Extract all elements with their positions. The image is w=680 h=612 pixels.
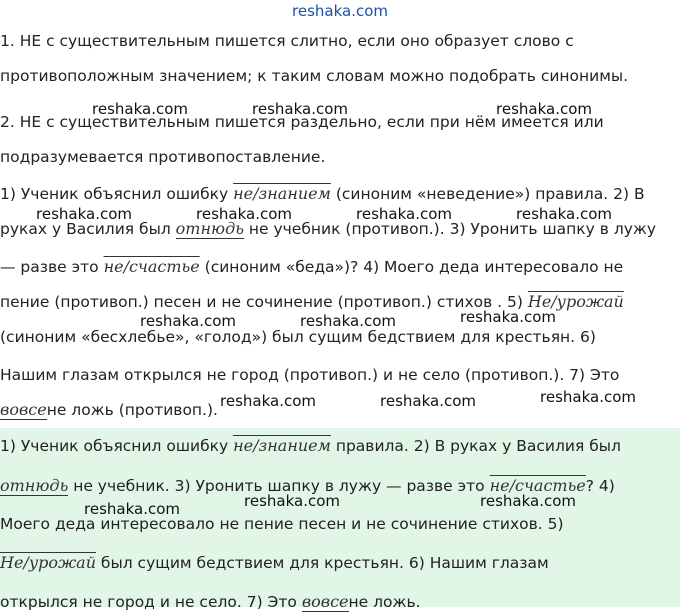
word-neschaste: не/счастье bbox=[489, 476, 586, 495]
text: 1) Ученик объяснил ошибку bbox=[0, 185, 234, 203]
text: пение (противоп.) песен и не сочинение (противоп.) стихов . 5) bbox=[0, 293, 528, 311]
text: не учебник (противоп.). 3) Уронить шапку в лужу bbox=[243, 220, 657, 238]
word-neschaste: не/счастье bbox=[103, 257, 200, 276]
task-line-7 bbox=[0, 400, 218, 419]
text: не учебник. 3) Уронить шапку в лужу — разве это bbox=[68, 477, 490, 495]
watermark: reshaka.com bbox=[92, 100, 188, 118]
watermark: reshaka.com bbox=[300, 312, 396, 330]
word-neznaniem: не/знанием bbox=[233, 436, 331, 455]
text: 1) Ученик объяснил ошибку bbox=[0, 437, 234, 455]
text: — разве это bbox=[0, 258, 104, 276]
watermark: reshaka.com bbox=[480, 492, 576, 510]
text: не ложь. bbox=[348, 593, 421, 611]
site-header[interactable]: reshaka.com bbox=[292, 2, 388, 20]
word-vovse: вовсе bbox=[301, 592, 349, 611]
task-line-1 bbox=[0, 184, 645, 203]
watermark: reshaka.com bbox=[220, 392, 316, 410]
answer-line-3: Моего деда интересовало не пение песен и не сочинение стихов. 5) bbox=[0, 515, 564, 533]
watermark: reshaka.com bbox=[84, 500, 180, 518]
watermark: reshaka.com bbox=[356, 205, 452, 223]
word-otnyud: отнюдь bbox=[175, 219, 244, 238]
word-otnyud: отнюдь bbox=[0, 476, 69, 495]
word-neznaniem: не/знанием bbox=[233, 184, 331, 203]
rule-2-line-2: подразумевается противопоставление. bbox=[0, 148, 326, 166]
answer-line-4 bbox=[0, 553, 549, 572]
task-line-3 bbox=[0, 257, 623, 276]
watermark: reshaka.com bbox=[36, 205, 132, 223]
rule-1-line-2: противоположным значением; к таким словам можно подобрать синонимы. bbox=[0, 67, 629, 85]
answer-line-1 bbox=[0, 436, 621, 455]
word-neurozhay: Не/урожай bbox=[527, 292, 624, 311]
word-vovse: вовсе bbox=[0, 400, 47, 419]
text: открылся не город и не село. 7) Это bbox=[0, 593, 302, 611]
text: ? 4) bbox=[585, 477, 615, 495]
text: руках у Василия был bbox=[0, 220, 176, 238]
watermark: reshaka.com bbox=[380, 392, 476, 410]
watermark: reshaka.com bbox=[140, 312, 236, 330]
text: правила. 2) В руках у Василия был bbox=[330, 437, 621, 455]
watermark: reshaka.com bbox=[252, 100, 348, 118]
text: не ложь (противоп.). bbox=[46, 401, 218, 419]
rule-1-line-1: 1. НЕ с существительным пишется слитно, если оно образует слово с bbox=[0, 32, 574, 50]
task-line-5: (синоним «бесхлебье», «голод») был сущим бедствием для крестьян. 6) bbox=[0, 328, 596, 346]
watermark: reshaka.com bbox=[460, 308, 556, 326]
rule-2-line-1: 2. НЕ с существительным пишется раздельно, если при нём имеется или bbox=[0, 113, 604, 131]
watermark: reshaka.com bbox=[540, 388, 636, 406]
text: был сущим бедствием для крестьян. 6) Нашим глазам bbox=[96, 554, 549, 572]
watermark: reshaka.com bbox=[244, 492, 340, 510]
word-neurozhay: Не/урожай bbox=[0, 553, 96, 572]
watermark: reshaka.com bbox=[196, 205, 292, 223]
answer-line-5 bbox=[0, 592, 421, 611]
watermark: reshaka.com bbox=[496, 100, 592, 118]
task-line-6: Нашим глазам открылся не город (противоп.) и не село (противоп.). 7) Это bbox=[0, 366, 620, 384]
text: (синоним «беда»)? 4) Моего деда интересовало не bbox=[199, 258, 624, 276]
text: (синоним «неведение») правила. 2) В bbox=[330, 185, 645, 203]
watermark: reshaka.com bbox=[516, 205, 612, 223]
